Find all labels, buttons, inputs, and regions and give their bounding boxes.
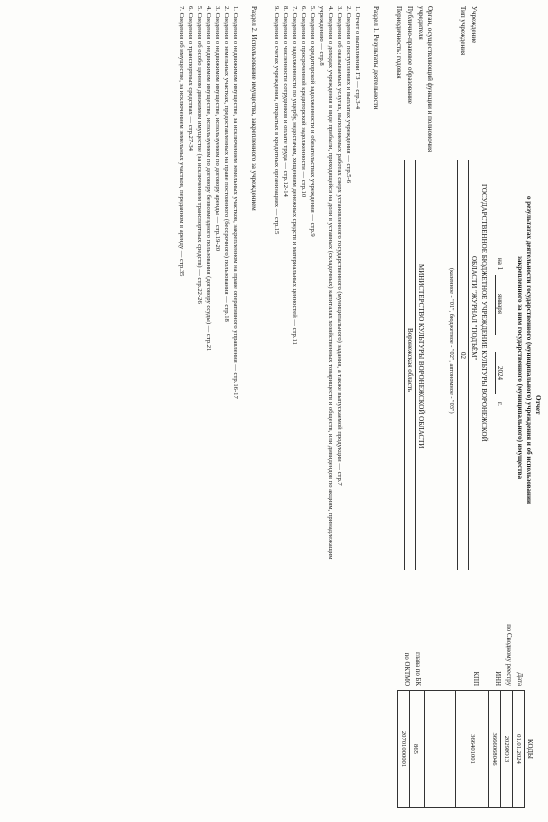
section1-item: 7. Сведения о задолженности по ущербу, недостачам, хищениям денежных средств и материальных ценностей — стр.11 [291,6,298,345]
label-oktmo: по ОКТМО [403,652,410,686]
section2-item: 3. Сведения о недвижимом имуществе, используемом по договору аренды — стр.19-20 [214,6,221,252]
date-prefix: на 1 [496,258,504,271]
section1-item: 9. Сведения о счетах учреждения, открытых в кредитных организациях — стр.15 [273,6,280,235]
section1-item: 2. Сведения о поступлениях и выплатах учреждения — стр.5-6 [345,6,352,184]
codes-table [397,690,534,808]
label-date: Дата [516,672,523,686]
organ-label-line1: Орган, осуществляющий функции и полномочия [426,6,434,153]
label-inn: ИНН [494,671,501,686]
public-label: Публично-правовое образование [406,6,414,104]
date-year: 2024 [496,366,504,380]
code-kpp: 366401001 [455,690,488,808]
section2-item: 2. Сведения о земельных участках, предоставленных на праве постоянного (бессрочного) пользования — стр.18 [223,6,230,322]
section1-item: 1. Отчет о выполнении ГЗ — стр.3-4 [354,6,361,110]
section2-title: Раздел 2. Использование имущества, закрепленного за учреждением [250,6,258,211]
organ-label-line2: учредителя [417,6,425,40]
report-title: Отчет [534,395,542,415]
organ-underline [415,160,416,570]
label-registry: по Сводному реестру [505,624,512,686]
label-kpp: КПП [472,671,479,686]
label-bk: глава по БК [414,652,421,686]
report-subtitle-line1: о результатах деятельности государственного (муниципального) учреждения и об использовании [525,196,533,505]
public-underline [404,160,405,570]
code-oktmo: 20701000001 [397,690,409,808]
section2-item: 6. Сведения о транспортных средствах — стр.27-34 [187,6,194,151]
section1-title: Раздел 1. Результаты деятельности [372,6,380,110]
institution-name-line1: ГОСУДАРСТВЕННОЕ БЮДЖЕТНОЕ УЧРЕЖДЕНИЕ КУЛЬТУРЫ ВОРОНЕЖСКОЙ [480,184,488,442]
type-label: Тип учреждения [459,6,467,56]
section1-item: учреждению — стр.8 [318,6,325,66]
date-suffix: г. [496,402,504,406]
year-underline [495,352,496,394]
organ-value: МИНИСТЕРСТВО КУЛЬТУРЫ ВОРОНЕЖСКОЙ ОБЛАСТИ [417,264,425,449]
public-value: Воронежская область [406,328,414,393]
code-empty [424,690,455,808]
code-inn: 3666068046 [488,690,500,808]
report-subtitle-line2: закрепленного за ним государственного (муниципального) имущества [516,256,524,479]
date-month: января [496,294,504,315]
codes-header: КОДЫ [526,738,534,760]
period-label: Периодичность: годовая [395,6,403,79]
section1-item: 5. Сведения о кредиторской задолженности и обязательствах учреждения — стр.9 [309,6,316,237]
section1-item: 8. Сведения о численности сотрудников и оплате труда — стр.12-14 [282,6,289,197]
section1-item: 6. Сведения о просроченной кредиторской задолженности — стр.10 [300,6,307,198]
institution-name-line2: ОБЛАСТИ "ЖУРНАЛ "ПОДЪЁМ" [470,256,478,361]
code-bk: 865 [409,690,424,808]
section2-item: 5. Сведения об особо ценном движимом имуществе (за исключением транспортных средств) — стр.22-26 [196,6,203,304]
code-registry: 2029Ю13 [500,690,512,808]
type-value: 02 [459,352,467,359]
type-hint: (казенное - "01", бюджетное - "02", автономное - "03") [448,268,455,414]
type-underline [457,160,458,570]
code-date: 01.01.2024 [512,690,525,808]
section1-item: 4. Сведения о доходах учреждения в виде прибыли, приходящейся на доли в уставных (складочных) капиталах хозяйственных товариществ и обществ, или дивидендов по акциям, принадлежащим [327,6,334,560]
section2-item: 1. Сведения о недвижимом имуществе, за исключением земельных участков, закрепленном на праве оперативного управления — стр.16-17 [232,6,239,399]
month-underline [495,275,496,335]
institution-underline [468,160,469,570]
section1-item: 3. Сведения об оказываемых услугах, выполняемых работах сверх установленного государственного (муниципального) задания, а также выпускаемой продукции — стр.7 [336,6,343,486]
section2-item: 7. Сведения об имуществе, за исключением земельных участков, переданном в аренду — стр.35 [178,6,185,277]
institution-label: Учреждение [470,6,478,44]
section2-item: 4. Сведения о недвижимом имуществе, используемом по договору безвозмездного пользования (договору ссуды) — стр.21 [205,6,212,352]
